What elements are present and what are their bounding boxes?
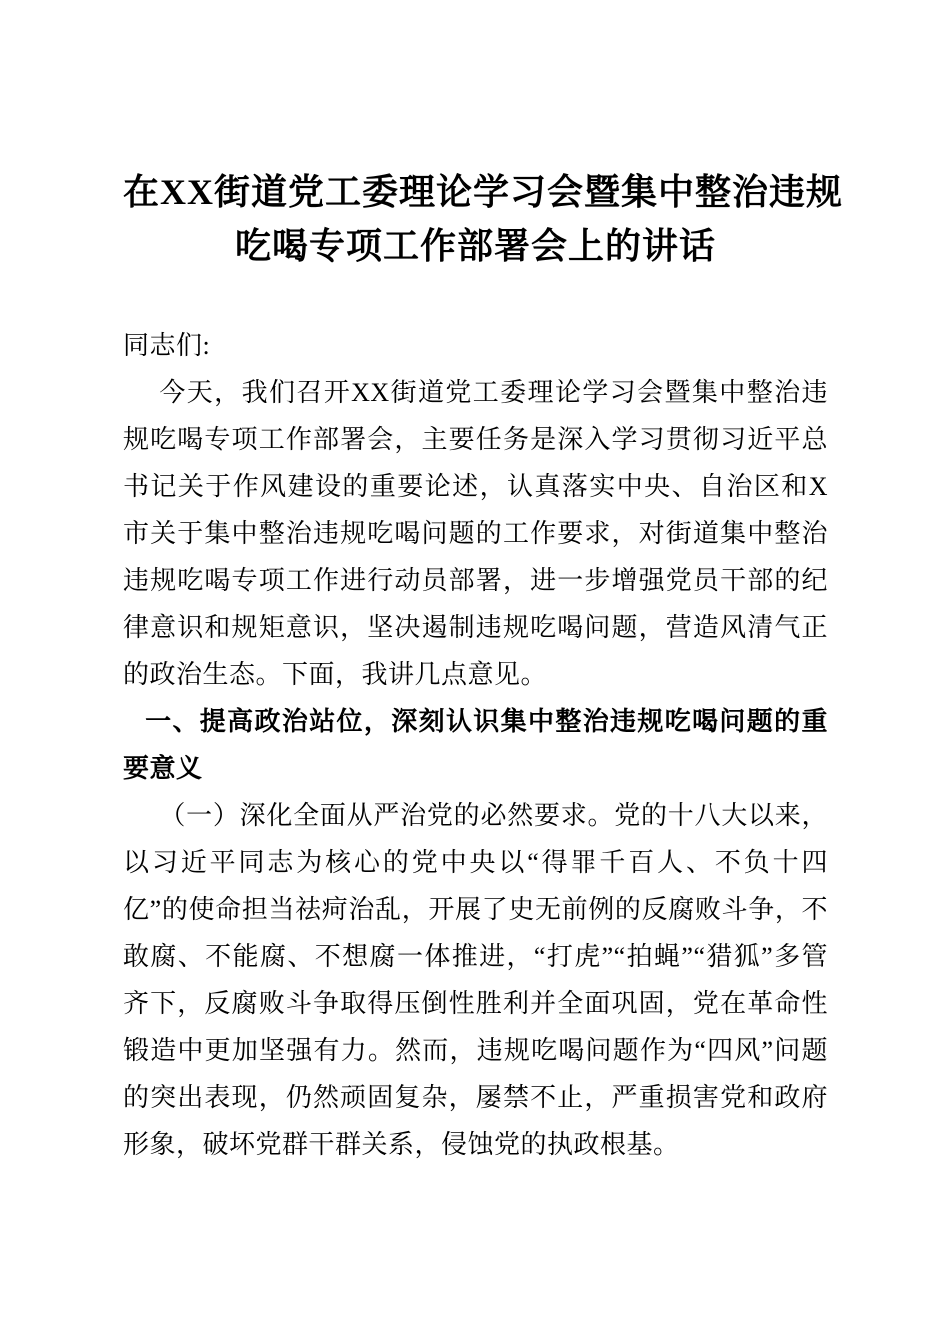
document-title	[123, 165, 843, 273]
document-title-line-2: 吃喝专项工作部署会上的讲话	[234, 226, 716, 266]
salutation: 同志们:	[123, 331, 211, 360]
section-1-paragraph-1: （一）深化全面从严治党的必然要求。党的十八大以来，以习近平同志为核心的党中央以“得罪千百人、不负十四亿”的使命担当祛疴治乱，开展了史无前例的反腐败斗争，不敢腐、不能腐、不想腐一体推进，“打虎”“拍蝇”“猎狐”多管齐下，反腐败斗争取得压倒性胜利并全面巩固，党在革命性锻造中更加坚强有力。然而，违规吃喝问题作为“四风”问题的突出表现，仍然顽固复杂，屡禁不止，严重损害党和政府形象，破坏党群干群关系，侵蚀党的执政根基。	[123, 801, 828, 1159]
opening-paragraph: 今天，我们召开XX街道党工委理论学习会暨集中整治违规吃喝专项工作部署会，主要任务是深入学习贯彻习近平总书记关于作风建设的重要论述，认真落实中央、自治区和X市关于集中整治违规吃喝问题的工作要求，对街道集中整治违规吃喝专项工作进行动员部署，进一步增强党员干部的纪律意识和规矩意识，坚决遏制违规吃喝问题，营造风清气正的政治生态。下面，我讲几点意见。	[123, 378, 828, 689]
document-title-line-1: 在XX街道党工委理论学习会暨集中整治违规	[123, 172, 843, 212]
section-1-heading: 一、提高政治站位，深刻认识集中整治违规吃喝问题的重要意义	[123, 706, 828, 783]
